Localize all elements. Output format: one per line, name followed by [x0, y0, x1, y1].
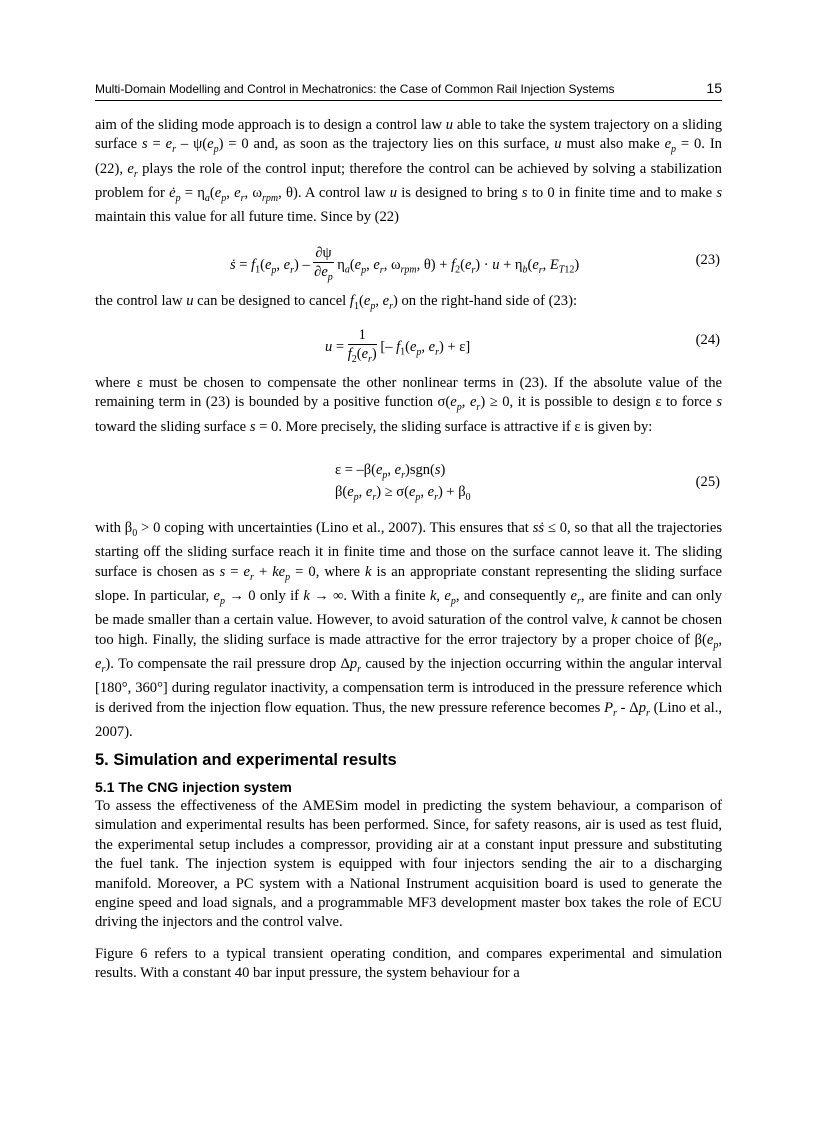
page-number: 15	[706, 80, 722, 96]
equation-25-label: (25)	[695, 474, 720, 490]
paragraph-cng-setup: To assess the effectiveness of the AMESim model in predicting the system behaviour, a comparison of simulation and experimental results has been performed. Since, for safety reasons, air is used as test fluid, the experimental setup includes a compressor, providing air at a constant input pressure and substituting the fuel tank. The injection system is equipped with four injectors sending the air to a discharging manifold. Moreover, a PC system with a National Instrument acquisition board is used to generate the engine speed and load signals, and a programmable MF3 development master box takes the role of ECU driving the injectors and the control valve.	[95, 798, 722, 931]
paragraph-sliding-mode-intro: aim of the sliding mode approach is to design a control law u able to take the system trajectory on a sliding surface $s = e_r - \psi(e_p) = 0$ and, as soon as the trajectory lies on this surface, u must also make $e_p = 0$. In (22), $e_r$ plays the role of the control input; therefore the control can be achieved by solving a stabilization problem for $ė_p = \eta_a(e_p$, $e_r$, $\omega_{rpm}$, θ). A control law u is designed to bring s to 0 in finite time and to make s maintain this value for all future time. Since by (22)	[95, 117, 723, 226]
running-title: Multi-Domain Modelling and Control in Mechatronics: the Case of Common Rail Injection Systems	[95, 82, 615, 96]
paragraph-epsilon: where ε must be chosen to compensate the other nonlinear terms in (23). If the absolute value of the remaining term in (23) is bounded by a positive function $\sigma(e_p$, $e_r) \ge 0$, it is possible to design ε to force s toward the sliding surface s = 0. More precisely, the sliding surface is attractive if ε is given by:	[95, 375, 722, 435]
equation-23: ṡ = $f_1(e_p$, $e_r$) – $\frac{\partial\psi}{\partial e_p}$ $\eta_a(e_p$, $e_r$, $\omega_{rpm}$, $\theta) + f_2(e_r) \cdot u + \eta_b(e_r$, $E_{T12}$) (23)	[230, 245, 720, 283]
paragraph-figure-6: Figure 6 refers to a typical transient operating condition, and compares experimental and simulation results. With a constant 40 bar input pressure, the system behaviour for a	[95, 946, 722, 982]
paragraph-control-law: the control law u can be designed to cancel $f_1(e_p$, $e_r$) on the right-hand side of (23):	[95, 293, 577, 312]
equation-24-label: (24)	[695, 332, 720, 348]
equation-25: $\varepsilon = -\beta(e_p$, $e_r)sgn(s)$ $\beta(e_p$, $e_r) \ge \sigma(e_p$, $e_r) + \beta_0$ (25)	[335, 462, 720, 503]
equation-24: u = $\frac{1}{f_2(e_r)}$ [– $f_1(e_p$, $e_r) + \varepsilon$] (24)	[325, 327, 720, 365]
subsection-heading: 5.1 The CNG injection system	[95, 779, 292, 795]
section-heading: 5. Simulation and experimental results	[95, 751, 397, 769]
paragraph-sliding-surface: with $\beta_0 > 0$ coping with uncertainties (Lino et al., 2007). This ensures that sṡ ≤ 0, so that all the trajectories starting off the sliding surface reach it in finite time and those on the surface cannot leave it. The sliding surface is chosen as $s = e_r + ke_p = 0$, where k is an appropriate constant representing the sliding surface slope. In particular, $e_p \to 0$ only if k → ∞. With a finite k, $e_p$, and consequently $e_r$, are finite and can only be made smaller than a certain value. However, to avoid saturation of the control valve, k cannot be chosen too high. Finally, the sliding surface is made attractive for the error trajectory by a proper choice of $\beta(e_p$, $e_r$). To compensate the rail pressure drop $\Delta p_r$ caused by the injection occurring within the angular interval [180°, 360°] during regulator inactivity, a compensation term is introduced in the pressure reference which is derived from the injection flow equation. Thus, the new pressure reference becomes $P_r - \Delta p_r$ (Lino et al., 2007).	[95, 520, 723, 741]
equation-23-label: (23)	[695, 252, 720, 268]
running-header	[95, 80, 722, 101]
